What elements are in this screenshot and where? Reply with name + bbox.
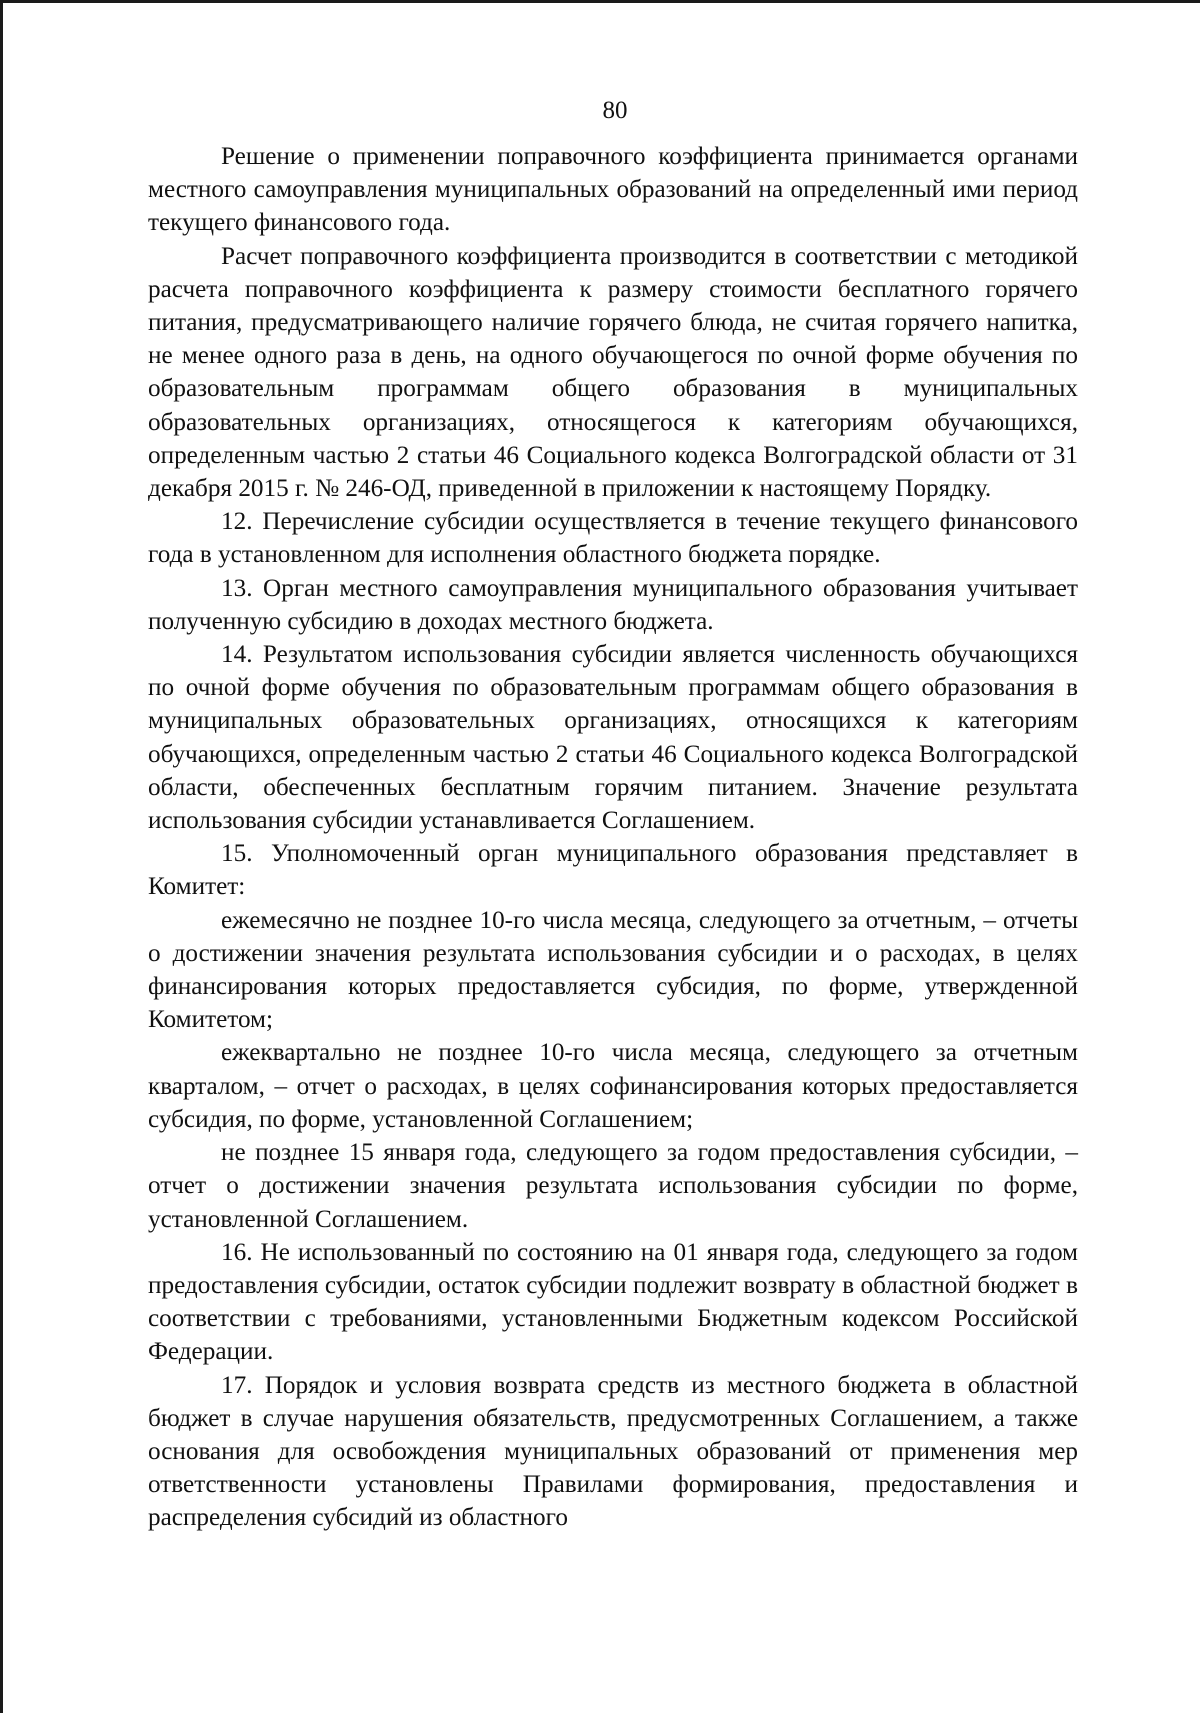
paragraph-correction-calculation: Расчет поправочного коэффициента производится в соответствии с методикой расчета поправочного коэффициента к размеру стоимости бесплатного горячего питания, предусматривающего наличие горячего блюда, не считая горячего напитка, не менее одного раза в день, на одного обучающегося по очной форме обучения по образовательным программам общего образования в муниципальных образовательных организациях, относящегося к категориям обучающихся, определенным частью 2 статьи 46 Социального кодекса Волгоградской области от 31 декабря 2015 г. № 246-ОД, приведенной в приложении к настоящему Порядку. [148,242,1078,503]
paragraph-15-monthly: ежемесячно не позднее 10-го числа месяца, следующего за отчетным, – отчеты о достижении значения результата использования субсидии и о расходах, в целях финансирования которых предоставляется субсидия, по форме, утвержденной Комитетом; [148,906,1078,1034]
page-number: 80 [602,97,628,124]
document-body [148,140,1078,1535]
paragraph-14-result: 14. Результатом использования субсидии является численность обучающихся по очной форме обучения по образовательным программам общего образования в муниципальных образовательных организациях, относящихся к категориям обучающихся, определенным частью 2 статьи 46 Социального кодекса Волгоградской области, обеспеченных бесплатным горячим питанием. Значение результата использования субсидии устанавливается Соглашением. [148,641,1078,835]
paragraph-17-return-procedure: 17. Порядок и условия возврата средств из местного бюджета в областной бюджет в случае нарушения обязательств, предусмотренных Соглашением, а также основания для освобождения муниципальных образований от применения мер ответственности установлены Правилами формирования, предоставления и распределения субсидий из областного [148,1371,1078,1532]
paragraph-15-quarterly: ежеквартально не позднее 10-го числа месяца, следующего за отчетным кварталом, – отчет о расходах, в целях софинансирования которых предоставляется субсидия, по форме, установленной Соглашением; [148,1039,1078,1133]
paragraph-13-accounting: 13. Орган местного самоуправления муниципального образования учитывает полученную субсидию в доходах местного бюджета. [148,574,1078,635]
scan-edge-top [0,0,1200,3]
scan-edge-left [0,0,3,1713]
paragraph-16-unused-balance: 16. Не использованный по состоянию на 01 января года, следующего за годом предоставления субсидии, остаток субсидии подлежит возврату в областной бюджет в соответствии с требованиями, установленными Бюджетным кодексом Российской Федерации. [148,1238,1078,1366]
paragraph-15-reports: 15. Уполномоченный орган муниципального образования представляет в Комитет: [148,840,1078,901]
paragraph-12-transfer: 12. Перечисление субсидии осуществляется в течение текущего финансового года в установленном для исполнения областного бюджета порядке. [148,508,1078,569]
paragraph-correction-decision: Решение о применении поправочного коэффициента принимается органами местного самоуправления муниципальных образований на определенный ими период текущего финансового года. [148,143,1078,237]
paragraph-15-annual: не позднее 15 января года, следующего за годом предоставления субсидии, – отчет о достижении значения результата использования субсидии по форме, установленной Соглашением. [148,1139,1078,1233]
